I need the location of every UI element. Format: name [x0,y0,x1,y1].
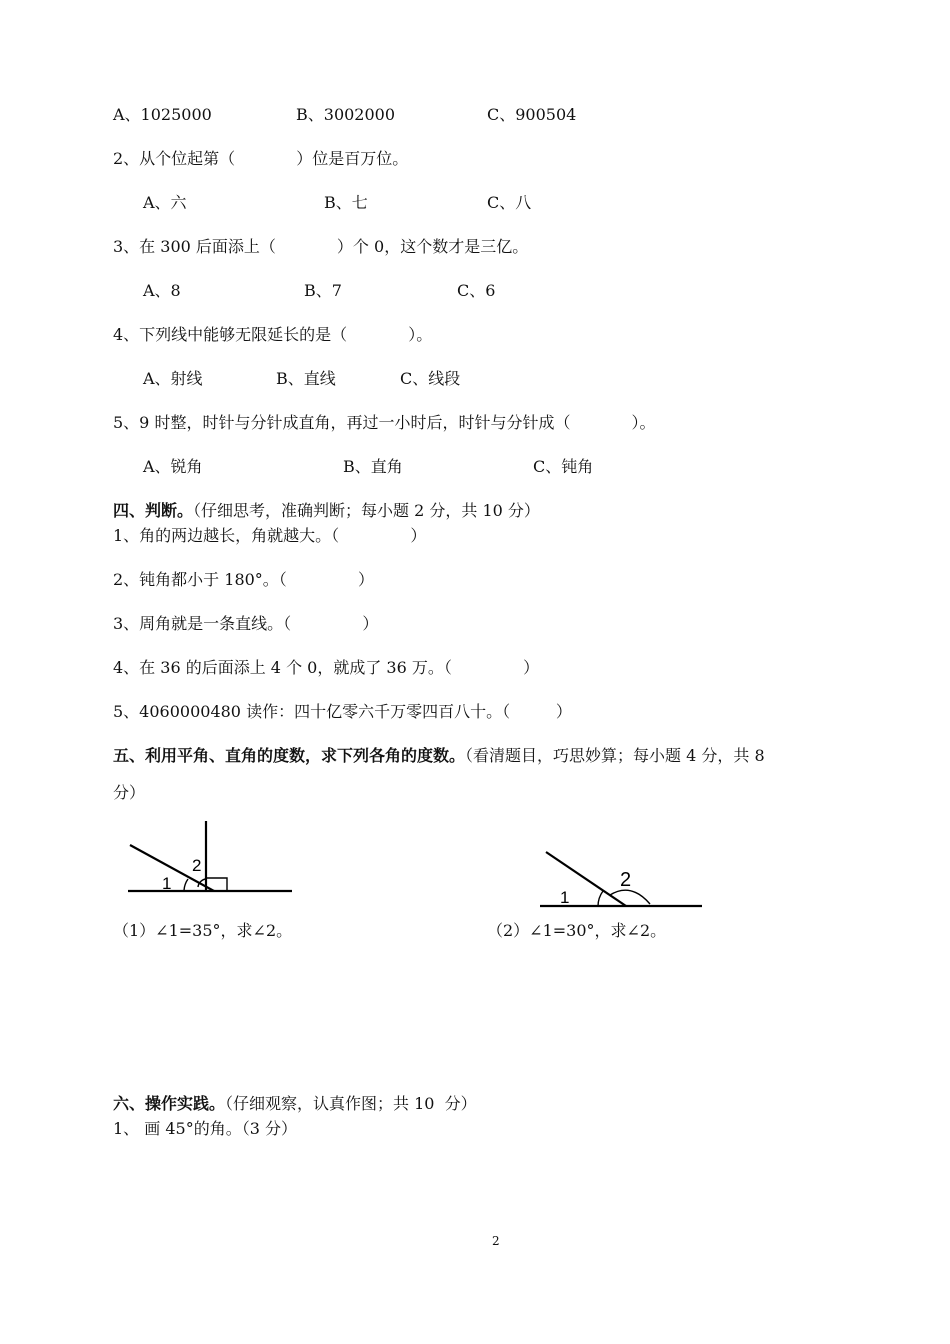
section-title: 四、判断。 [113,501,194,520]
option-c: C、钝角 [533,457,594,476]
section-note: （看清题目，巧思妙算；每小题 4 分，共 8 [465,746,765,765]
angle-figure-2 [530,840,710,915]
option-a: A、锐角 [143,457,203,476]
angle-1-arc [184,879,188,891]
slanted-line [546,852,626,906]
option-a: A、射线 [143,369,203,388]
angle-2-label: 2 [620,869,632,891]
section-heading [113,1093,477,1115]
judgement-item: 4、在 36 的后面添上 4 个 0，就成了 36 万。（ ） [113,658,540,677]
option-b: B、7 [304,281,342,300]
option-a: A、8 [143,281,181,300]
section-note: （仔细观察，认真作图；共 10 分） [225,1094,477,1113]
section-title: 六、操作实践。 [113,1094,226,1113]
judgement-item: 5、4060000480 读作：四十亿零六千万零四百八十。（ ） [113,702,572,721]
drawing-task: 1、 画 45°的角。（3 分） [113,1119,297,1138]
option-b: B、3002000 [296,105,396,124]
section-note: （仔细思考，准确判断；每小题 2 分，共 10 分） [193,501,540,520]
judgement-item: 1、角的两边越长，角就越大。（ ） [113,526,427,545]
option-c: C、线段 [400,369,461,388]
angle-2-label: 2 [192,856,202,875]
section-heading [113,500,540,522]
option-a: A、1025000 [113,105,212,124]
option-a: A、六 [143,193,187,212]
section-note-cont: 分） [113,783,146,802]
question-stem: 2、从个位起第（ ）位是百万位。 [113,149,409,168]
section-heading [113,745,765,767]
figure-caption: （2）∠1=30°，求∠2。 [487,921,667,940]
option-b: B、直线 [276,369,336,388]
angle-1-arc [598,891,603,906]
angle-figure-1 [120,815,300,900]
angle-1-label: 1 [560,888,570,907]
option-c: C、八 [487,193,532,212]
question-stem: 5、9 时整，时针与分针成直角，再过一小时后，时针与分针成（ ）。 [113,413,656,432]
option-c: C、900504 [487,105,577,124]
figure-caption: （1）∠1=35°，求∠2。 [113,921,293,940]
angle-1-label: 1 [162,874,172,893]
angle-2-arc [610,890,650,904]
option-b: B、直角 [343,457,403,476]
question-stem: 4、下列线中能够无限延长的是（ ）。 [113,325,433,344]
judgement-item: 3、周角就是一条直线。（ ） [113,614,379,633]
question-stem: 3、在 300 后面添上（ ）个 0，这个数才是三亿。 [113,237,529,256]
page-number: 2 [492,1234,500,1248]
option-b: B、七 [324,193,368,212]
section-title: 五、利用平角、直角的度数，求下列各角的度数。 [113,746,466,765]
option-c: C、6 [457,281,496,300]
judgement-item: 2、钝角都小于 180°。（ ） [113,570,375,589]
